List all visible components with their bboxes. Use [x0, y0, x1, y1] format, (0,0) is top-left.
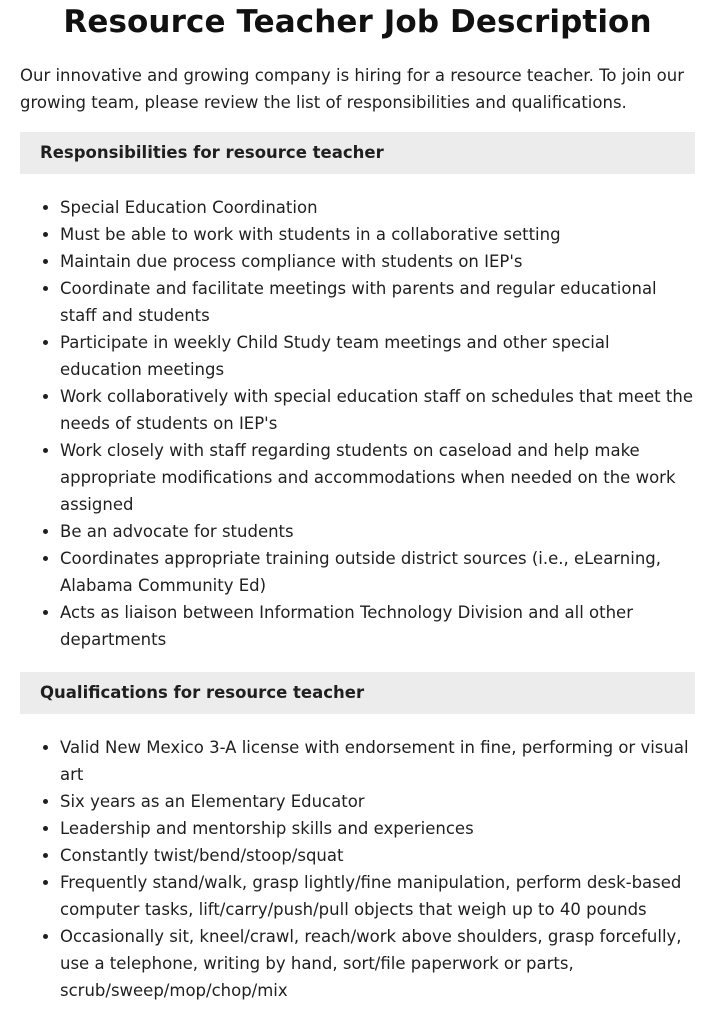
responsibilities-heading: Responsibilities for resource teacher	[20, 132, 695, 174]
intro-paragraph: Our innovative and growing company is hiring for a resource teacher. To join our growing team, please review the list of responsibilities and qualifications.	[20, 66, 684, 112]
list-item: • Coordinates appropriate training outside district sources (i.e., eLearning, Alabama Community Ed)	[60, 545, 695, 599]
list-item: • Special Education Coordination	[60, 194, 695, 221]
qualifications-heading: Qualifications for resource teacher	[20, 672, 695, 714]
page-title: Resource Teacher Job Description	[63, 4, 652, 40]
qualifications-list	[20, 734, 695, 1004]
list-item: • Acts as liaison between Information Technology Division and all other departments	[60, 599, 695, 653]
list-item: • Must be able to work with students in a collaborative setting	[60, 221, 695, 248]
list-item: • Be an advocate for students	[60, 518, 695, 545]
list-item: • Leadership and mentorship skills and experiences	[60, 815, 695, 842]
list-item: • Six years as an Elementary Educator	[60, 788, 695, 815]
list-item: • Occasionally sit, kneel/crawl, reach/work above shoulders, grasp forcefully, use a telephone, writing by hand, sort/file paperwork or parts, scrub/sweep/mop/chop/mix	[60, 923, 695, 1004]
list-item: • Maintain due process compliance with students on IEP's	[60, 248, 695, 275]
list-item: • Work closely with staff regarding students on caseload and help make appropriate modifications and accommodations when needed on the work assigned	[60, 437, 695, 518]
list-item: • Valid New Mexico 3-A license with endorsement in fine, performing or visual art	[60, 734, 695, 788]
responsibilities-list	[20, 194, 695, 653]
list-item: • Coordinate and facilitate meetings with parents and regular educational staff and students	[60, 275, 695, 329]
list-item: • Participate in weekly Child Study team meetings and other special education meetings	[60, 329, 695, 383]
list-item: • Frequently stand/walk, grasp lightly/fine manipulation, perform desk-based computer tasks, lift/carry/push/pull objects that weigh up to 40 pounds	[60, 869, 695, 923]
list-item: • Work collaboratively with special education staff on schedules that meet the needs of students on IEP's	[60, 383, 695, 437]
list-item: • Constantly twist/bend/stoop/squat	[60, 842, 695, 869]
